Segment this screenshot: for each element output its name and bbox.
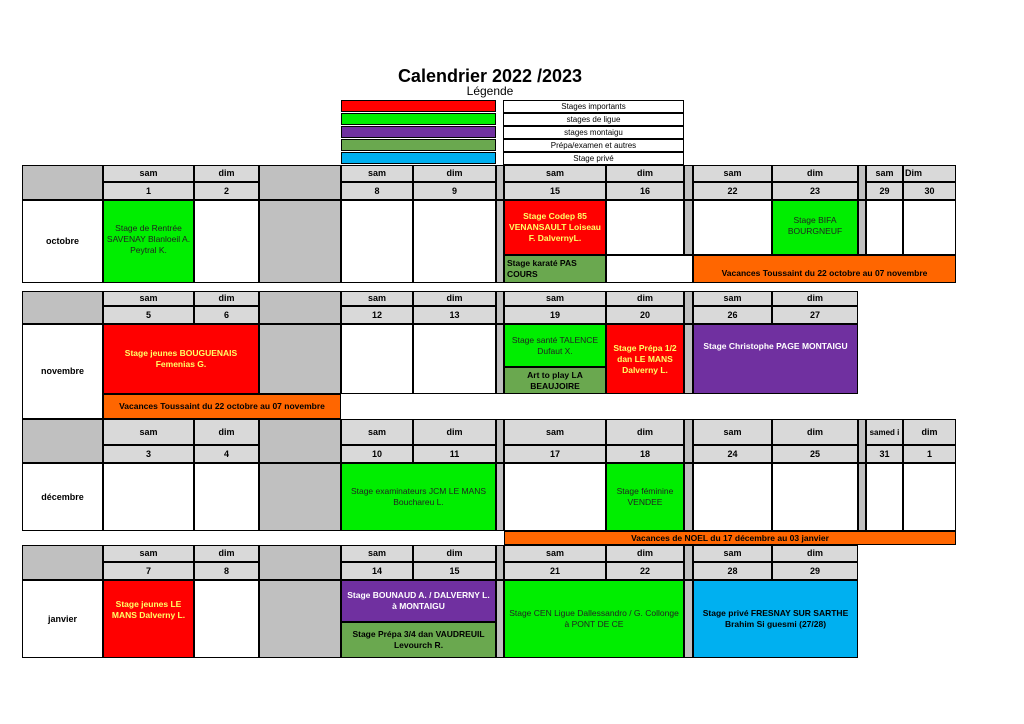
separator — [684, 463, 693, 531]
empty-day — [194, 580, 259, 658]
empty-day — [413, 200, 496, 283]
event-stage-codep: Stage Codep 85 VENANSAULT Loiseau F. DalvernyL. — [504, 200, 606, 255]
date-cell: 14 — [341, 562, 413, 580]
empty-day — [693, 463, 772, 531]
header-filler — [684, 165, 693, 200]
empty-day — [866, 200, 903, 255]
legend-swatch-important — [341, 100, 496, 112]
empty-day — [866, 463, 903, 531]
date-cell: 26 — [693, 306, 772, 324]
date-cell: 9 — [413, 182, 496, 200]
date-cell: 21 — [504, 562, 606, 580]
empty-day — [341, 200, 413, 283]
separator — [684, 324, 693, 394]
event-vacances-toussaint: Vacances Toussaint du 22 octobre au 07 novembre — [103, 394, 341, 419]
day-header: Dim — [903, 165, 956, 182]
header-filler — [496, 291, 504, 324]
event-vacances-toussaint: Vacances Toussaint du 22 octobre au 07 novembre — [693, 255, 956, 283]
event-stage-feminine: Stage féminine VENDEE — [606, 463, 684, 531]
day-header: sam — [341, 545, 413, 562]
day-header: dim — [606, 419, 684, 445]
event-stage-prive: Stage privé FRESNAY SUR SARTHE Brahim Si guesmi (27/28) — [693, 580, 858, 658]
day-header: dim — [903, 419, 956, 445]
month-label: octobre — [22, 200, 103, 283]
empty-day — [341, 324, 413, 394]
event-stage-page: Stage Christophe PAGE MONTAIGU — [693, 324, 858, 394]
empty-day — [772, 463, 858, 531]
date-cell: 29 — [866, 182, 903, 200]
date-cell: 3 — [103, 445, 194, 463]
day-header: sam — [504, 165, 606, 182]
date-cell: 16 — [606, 182, 684, 200]
day-header: dim — [413, 291, 496, 306]
empty-day — [103, 463, 194, 531]
empty-day — [606, 200, 684, 255]
legend-label-prive: Stage privé — [503, 152, 684, 165]
empty-day — [903, 463, 956, 531]
separator — [496, 463, 504, 531]
event-stage-examinateurs: Stage examinateurs JCM LE MANS Bouchareu L. — [341, 463, 496, 531]
legend-label-ligue: stages de ligue — [503, 113, 684, 126]
header-filler — [496, 419, 504, 463]
legend-label-important: Stages importants — [503, 100, 684, 113]
empty-day — [194, 463, 259, 531]
header-filler — [259, 291, 341, 324]
day-header: dim — [772, 545, 858, 562]
empty-day — [413, 324, 496, 394]
day-header: dim — [606, 165, 684, 182]
event-stage-jeunes: Stage jeunes BOUGUENAIS Femenias G. — [103, 324, 259, 394]
day-header: sam — [693, 291, 772, 306]
header-filler — [22, 165, 103, 200]
header-filler — [858, 165, 866, 200]
legend-swatch-ligue — [341, 113, 496, 125]
month-label: janvier — [22, 580, 103, 658]
header-filler — [684, 419, 693, 463]
empty-day — [606, 255, 693, 283]
header-filler — [684, 545, 693, 580]
separator — [259, 324, 341, 394]
day-header: samed i — [866, 419, 903, 445]
day-header: sam — [693, 545, 772, 562]
date-cell: 19 — [504, 306, 606, 324]
date-cell: 25 — [772, 445, 858, 463]
day-header: sam — [103, 291, 194, 306]
date-cell: 8 — [194, 562, 259, 580]
day-header: dim — [194, 165, 259, 182]
day-header: dim — [606, 545, 684, 562]
day-header: dim — [606, 291, 684, 306]
separator — [259, 580, 341, 658]
empty-day — [903, 200, 956, 255]
day-header: sam — [693, 419, 772, 445]
separator — [496, 324, 504, 394]
legend-swatch-montaigu — [341, 126, 496, 138]
separator — [259, 200, 341, 283]
date-cell: 24 — [693, 445, 772, 463]
day-header: sam — [103, 419, 194, 445]
day-header: sam — [504, 291, 606, 306]
event-stage-prepa: Stage Prépa 1/2 dan LE MANS Dalverny L. — [606, 324, 684, 394]
date-cell: 31 — [866, 445, 903, 463]
date-cell: 22 — [693, 182, 772, 200]
event-stage-bifa: Stage BIFA BOURGNEUF — [772, 200, 858, 255]
header-filler — [259, 165, 341, 200]
date-cell: 2 — [194, 182, 259, 200]
date-cell: 11 — [413, 445, 496, 463]
event-stage-sante: Stage santé TALENCE Dufaut X. — [504, 324, 606, 367]
date-cell: 1 — [903, 445, 956, 463]
date-cell: 18 — [606, 445, 684, 463]
event-art-to-play: Art to play LA BEAUJOIRE — [504, 367, 606, 394]
day-header: dim — [772, 165, 858, 182]
day-header: sam — [341, 165, 413, 182]
day-header: dim — [772, 291, 858, 306]
date-cell: 30 — [903, 182, 956, 200]
legend-swatch-prepa — [341, 139, 496, 151]
page-title: Calendrier 2022 /2023 — [397, 66, 583, 86]
empty-day — [504, 463, 606, 531]
event-stage-jeunes: Stage jeunes LE MANS Dalverny L. — [103, 580, 194, 658]
event-stage-bounaud: Stage BOUNAUD A. / DALVERNY L. à MONTAIGU — [341, 580, 496, 622]
date-cell: 1 — [103, 182, 194, 200]
date-cell: 22 — [606, 562, 684, 580]
date-cell: 27 — [772, 306, 858, 324]
date-cell: 15 — [413, 562, 496, 580]
header-filler — [259, 545, 341, 580]
date-cell: 13 — [413, 306, 496, 324]
event-stage-prepa: Stage Prépa 3/4 dan VAUDREUIL Levourch R. — [341, 622, 496, 658]
separator — [259, 463, 341, 531]
date-cell: 8 — [341, 182, 413, 200]
day-header: sam — [341, 419, 413, 445]
header-filler — [496, 545, 504, 580]
date-cell: 12 — [341, 306, 413, 324]
month-label: novembre — [22, 324, 103, 419]
day-header: dim — [194, 419, 259, 445]
event-stage-rentree: Stage de Rentrée SAVENAY Blanloeil A. Peytral K. — [103, 200, 194, 283]
day-header: sam — [693, 165, 772, 182]
date-cell: 4 — [194, 445, 259, 463]
header-filler — [684, 291, 693, 324]
day-header: sam — [504, 545, 606, 562]
legend-label-montaigu: stages montaigu — [503, 126, 684, 139]
event-vacances-noel: Vacances de NOEL du 17 décembre au 03 janvier — [504, 531, 956, 545]
date-cell: 10 — [341, 445, 413, 463]
header-filler — [22, 419, 103, 463]
day-header: dim — [194, 291, 259, 306]
header-filler — [496, 165, 504, 200]
header-filler — [22, 291, 103, 324]
date-cell: 17 — [504, 445, 606, 463]
day-header: sam — [103, 165, 194, 182]
day-header: sam — [504, 419, 606, 445]
date-cell: 29 — [772, 562, 858, 580]
day-header: dim — [413, 419, 496, 445]
date-cell: 15 — [504, 182, 606, 200]
day-header: sam — [103, 545, 194, 562]
header-filler — [858, 419, 866, 463]
empty-day — [194, 200, 259, 283]
separator — [858, 200, 866, 255]
day-header: sam — [341, 291, 413, 306]
month-label: décembre — [22, 463, 103, 531]
date-cell: 23 — [772, 182, 858, 200]
header-filler — [22, 545, 103, 580]
legend-label-prepa: Prépa/examen et autres — [503, 139, 684, 152]
date-cell: 5 — [103, 306, 194, 324]
header-filler — [259, 419, 341, 463]
day-header: dim — [413, 545, 496, 562]
date-cell: 20 — [606, 306, 684, 324]
empty-day — [693, 200, 772, 255]
separator — [496, 200, 504, 283]
day-header: sam — [866, 165, 903, 182]
day-header: dim — [772, 419, 858, 445]
day-header: dim — [413, 165, 496, 182]
day-header: dim — [194, 545, 259, 562]
separator — [858, 463, 866, 531]
separator — [496, 580, 504, 658]
date-cell: 6 — [194, 306, 259, 324]
legend-swatch-prive — [341, 152, 496, 164]
legend-heading: Légende — [466, 84, 514, 98]
separator — [684, 580, 693, 658]
separator — [684, 200, 693, 255]
event-stage-cen: Stage CEN Ligue Dallessandro / G. Collonge à PONT DE CE — [504, 580, 684, 658]
date-cell: 7 — [103, 562, 194, 580]
event-stage-karate: Stage karaté PAS COURS — [504, 255, 606, 283]
date-cell: 28 — [693, 562, 772, 580]
